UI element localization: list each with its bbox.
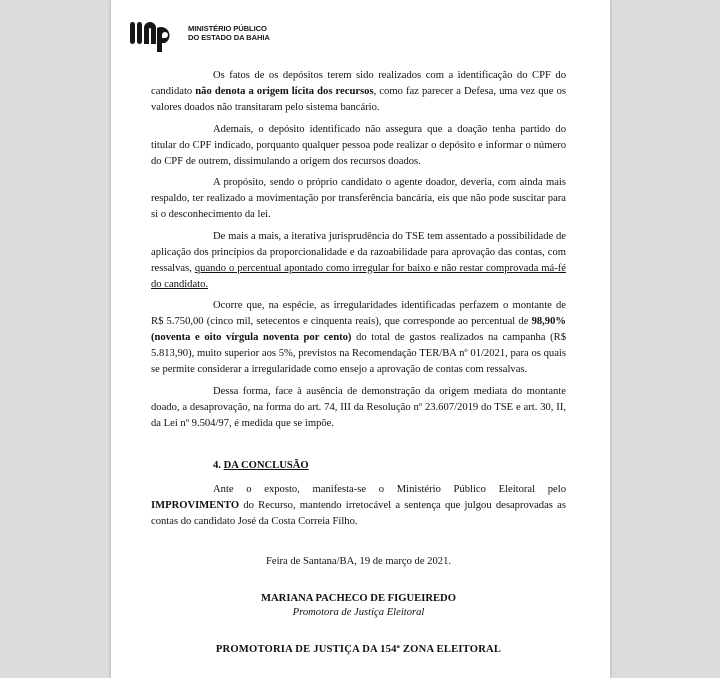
- paragraph-6: Dessa forma, face à ausência de demonstração da origem mediata do montante doado, a desaprovação, na forma do art. 74, III da Resolução nº 23.607/2019 do TSE e art. 30, II, da Lei nº 9.504/97, é medida que se impõe.: [151, 385, 566, 429]
- p7-text-a: Ante o exposto, manifesta-se o Ministério Público Eleitoral pelo: [213, 483, 566, 495]
- signatory-role: Promotora de Justiça Eleitoral: [292, 606, 425, 618]
- p1-text-a: Os fatos de os depósitos terem sido realizados com a identificação do CPF do candidato: [151, 70, 566, 97]
- logo-line-2: DO ESTADO DA BAHIA: [188, 33, 270, 42]
- mp-logo: [128, 14, 270, 52]
- p7-text-c: do Recurso, mantendo irretocável a sentença que julgou desaprovadas as contas do candidato José da Costa Correia Filho.: [151, 499, 566, 527]
- p5-text-c: do total de gastos realizados na campanha (R$ 5.813,90), muito superior aos 5%, previstos na Recomendação TER/BA nº 01/2021, para os quais se permite considerar a irregularidade como ensejo a aprovação de contas com ressalvas.: [151, 332, 566, 375]
- document-body: [151, 68, 566, 658]
- paragraph-3: A propósito, sendo o próprio candidato o agente doador, deveria, com ainda mais respaldo, ter realizado a movimentação por transferência bancária, eis que não pode suscitar para si o desconhecimento da lei.: [151, 177, 566, 220]
- p1-bold: não denota a origem lícita dos recursos: [195, 86, 374, 97]
- paragraph-2: Ademais, o depósito identificado não assegura que a doação tenha partido do titular do CPF indicado, porquanto qualquer pessoa pode realizar o depósito e informar o número do CPF de outrem, dissimulando a origem dos recursos doados.: [151, 123, 566, 167]
- p5-bold: 98,90% (noventa e oito vírgula noventa por cento): [151, 316, 566, 343]
- heading-number: 4.: [213, 459, 224, 471]
- document-date: Feira de Santana/BA, 19 de março de 2021.: [265, 555, 452, 567]
- paragraph-7: [151, 482, 566, 530]
- p4-text-a: De mais a mais, a iterativa jurisprudência do TSE tem assentado a possibilidade de aplicação dos princípios da proporcionalidade e da razoabilidade para aprovação das contas, com ressalvas,: [151, 230, 566, 274]
- paragraph-5: [151, 298, 566, 378]
- paragraph-4: [151, 229, 566, 293]
- mp-logo-icon: [128, 14, 184, 52]
- p5-text-a: Ocorre que, na espécie, as irregularidades identificadas perfazem o montante de R$ 5.750,00 (cinco mil, setecentos e cinquenta reais), que corresponde ao percentual de: [151, 300, 566, 327]
- paragraph-1: [151, 68, 566, 116]
- signatory-name: MARIANA PACHECO DE FIGUEIREDO: [261, 592, 456, 604]
- heading-title: DA CONCLUSÃO: [223, 459, 309, 471]
- p1-text-c: , como faz parecer a Defesa, uma vez que os valores doados não transitaram pelo sistema bancário.: [151, 86, 566, 113]
- logo-wordmark: [188, 24, 270, 42]
- section-heading-conclusion: [151, 458, 566, 474]
- p7-bold: IMPROVIMENTO: [151, 499, 240, 511]
- promotoria-footer: PROMOTORIA DE JUSTIÇA DA 154ª ZONA ELEITORAL: [215, 643, 502, 655]
- p4-underlined: quando o percentual apontado como irregular for baixo e não restar comprovada má-fé do candidato.: [151, 262, 567, 290]
- document-page: [111, 0, 610, 678]
- logo-line-1: MINISTÉRIO PÚBLICO: [188, 24, 267, 33]
